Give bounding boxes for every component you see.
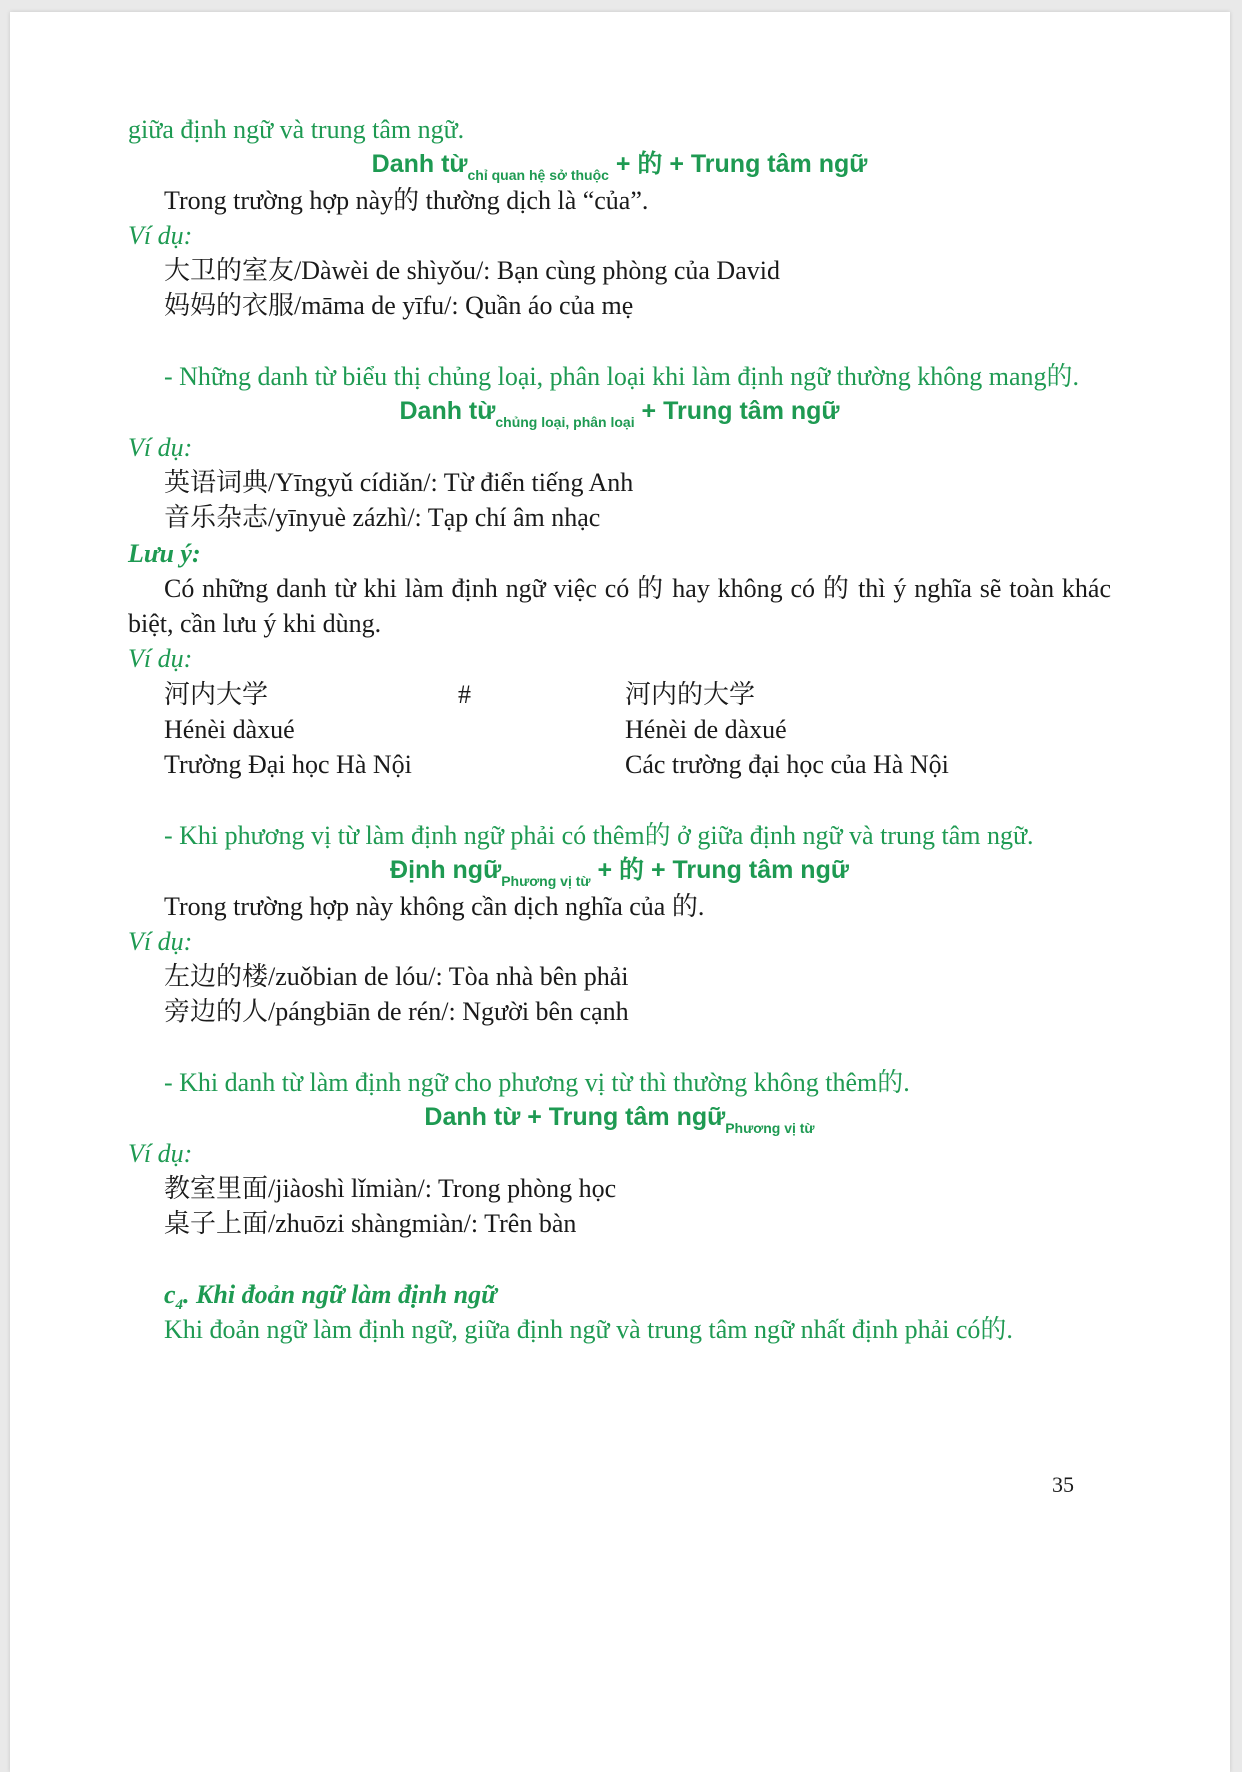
example-line: 教室里面/jiàoshì lǐmiàn/: Trong phòng học — [164, 1173, 617, 1203]
example-label: Ví dụ: — [128, 1138, 193, 1168]
text-line: Trong trường hợp này không cần dịch nghĩa của 的. — [164, 891, 705, 921]
formula-term: Định ngữ — [390, 856, 502, 885]
comparison-right: 河内的大学 — [625, 679, 756, 709]
formula-locative — [128, 853, 1111, 888]
section-heading — [128, 1277, 1111, 1312]
formula-term: + 的 + Trung tâm ngữ — [608, 150, 868, 179]
formula-term: + 的 + Trung tâm ngữ — [590, 856, 849, 885]
example-line: 英语词典/Yīngyǔ cídiǎn/: Từ điển tiếng Anh — [164, 467, 634, 497]
example-label: Ví dụ: — [128, 220, 193, 250]
rule-paragraph: Khi đoản ngữ làm định ngữ, giữa định ngữ và trung tâm ngữ nhất định phải có的. — [164, 1315, 1013, 1345]
comparison-separator: # — [458, 679, 471, 709]
formula-subscript: Phương vị từ — [725, 1120, 815, 1137]
formula-term: Danh từ — [371, 150, 468, 179]
example-line: 桌子上面/zhuōzi shàngmiàn/: Trên bàn — [164, 1209, 577, 1239]
comparison-row — [128, 712, 1111, 747]
heading-subscript: 4 — [175, 1296, 184, 1313]
formula-subscript: Phương vị từ — [501, 873, 591, 890]
example-line: 旁边的人/pángbiān de rén/: Người bên cạnh — [164, 997, 629, 1027]
rule-paragraph: - Khi danh từ làm định ngữ cho phương vị từ thì thường không thêm的. — [164, 1068, 910, 1098]
formula-term: Danh từ — [399, 397, 496, 426]
rule-paragraph: - Những danh từ biểu thị chủng loại, phân loại khi làm định ngữ thường không mang的. — [164, 362, 1080, 392]
comparison-left: Hénèi dàxué — [164, 715, 295, 745]
note-label: Lưu ý: — [128, 538, 201, 568]
formula-term: + Trung tâm ngữ — [634, 397, 840, 426]
page-number: 35 — [1052, 1472, 1074, 1497]
comparison-left: 河内大学 — [164, 679, 269, 709]
note-paragraph: Có những danh từ khi làm định ngữ việc có 的 hay không có 的 thì ý nghĩa sẽ toàn khác biệt, cần lưu ý khi dùng. — [128, 573, 1111, 639]
comparison-row — [128, 747, 1111, 782]
example-line: 大卫的室友/Dàwèi de shìyǒu/: Bạn cùng phòng của David — [164, 256, 780, 286]
text-line: giữa định ngữ và trung tâm ngữ. — [128, 115, 465, 144]
example-label: Ví dụ: — [128, 432, 193, 462]
comparison-right: Hénèi de dàxué — [625, 715, 787, 745]
formula-term: Danh từ + Trung tâm ngữ — [424, 1103, 726, 1132]
heading-letter: c — [164, 1279, 176, 1309]
formula-possessive — [128, 147, 1111, 182]
comparison-left: Trường Đại học Hà Nội — [164, 750, 412, 780]
comparison-row — [128, 677, 1111, 712]
page-content — [128, 112, 1111, 1347]
example-line: 妈妈的衣服/māma de yīfu/: Quần áo của mẹ — [164, 291, 634, 321]
example-line: 音乐杂志/yīnyuè zázhì/: Tạp chí âm nhạc — [164, 503, 601, 533]
rule-paragraph: - Khi phương vị từ làm định ngữ phải có thêm的 ở giữa định ngữ và trung tâm ngữ. — [164, 820, 1034, 850]
formula-subscript: chỉ quan hệ sở thuộc — [467, 167, 609, 184]
example-label: Ví dụ: — [128, 644, 193, 674]
example-label: Ví dụ: — [128, 926, 193, 956]
formula-subscript: chủng loại, phân loại — [495, 414, 635, 431]
heading-text: . Khi đoản ngữ làm định ngữ — [183, 1279, 497, 1309]
comparison-right: Các trường đại học của Hà Nội — [625, 750, 949, 780]
formula-noun-locative — [128, 1100, 1111, 1135]
example-line: 左边的楼/zuǒbian de lóu/: Tòa nhà bên phải — [164, 962, 629, 992]
text-line: Trong trường hợp này的 thường dịch là “của”. — [164, 185, 649, 215]
formula-category — [128, 394, 1111, 429]
